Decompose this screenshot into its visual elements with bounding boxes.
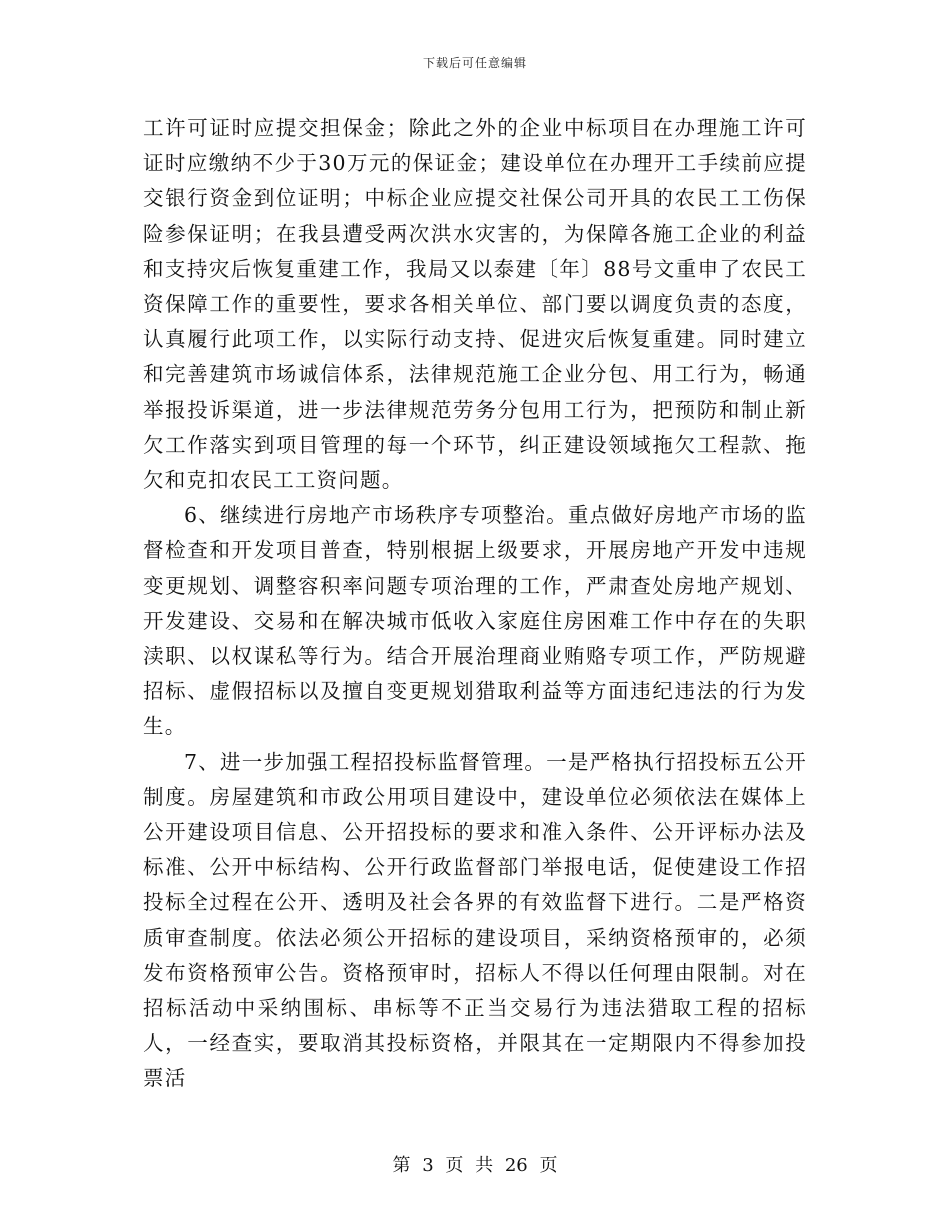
paragraph-item-6: 6、继续进行房地产市场秩序专项整治。重点做好房地产市场的监督检查和开发项目普查，特别根据上级要求，开展房地产开发中违规变更规划、调整容积率问题专项治理的工作，严肃查处房地产规划、开发建设、交易和在解决城市低收入家庭住房困难工作中存在的失职渎职、以权谋私等行为。结合开展治理商业贿赂专项工作，严防规避招标、虚假招标以及擅自变更规划猎取利益等方面违纪违法的行为发生。: [143, 503, 807, 739]
document-body: [143, 111, 807, 1097]
page-header-note: 下载后可任意编辑: [422, 56, 527, 70]
paragraph-continuation: 工许可证时应提交担保金；除此之外的企业中标项目在办理施工许可证时应缴纳不少于30万元的保证金；建设单位在办理开工手续前应提交银行资金到位证明；中标企业应提交社保公司开具的农民工工伤保险参保证明；在我县遭受两次洪水灾害的，为保障各施工企业的利益和支持灾后恢复重建工作，我局又以泰建〔年〕88号文重申了农民工资保障工作的重要性，要求各相关单位、部门要以调度负责的态度，认真履行此项工作，以实际行动支持、促进灾后恢复重建。同时建立和完善建筑市场诚信体系，法律规范施工企业分包、用工行为，畅通举报投诉渠道，进一步法律规范劳务分包用工行为，把预防和制止新欠工作落实到项目管理的每一个环节，纠正建设领域拖欠工程款、拖欠和克扣农民工工资问题。: [143, 116, 807, 493]
paragraph-item-7: 7、进一步加强工程招投标监督管理。一是严格执行招投标五公开制度。房屋建筑和市政公用项目建设中，建设单位必须依法在媒体上公开建设项目信息、公开招投标的要求和准入条件、公开评标办法及标准、公开中标结构、公开行政监督部门举报电话，促使建设工作招投标全过程在公开、透明及社会各界的有效监督下进行。二是严格资质审查制度。依法必须公开招标的建设项目，采纳资格预审的，必须发布资格预审公告。资格预审时，招标人不得以任何理由限制。对在招标活动中采纳围标、串标等不正当交易行为违法猎取工程的招标人，一经查实，要取消其投标资格，并限其在一定期限内不得参加投票活: [143, 749, 807, 1091]
page-number: 第 3 页 共 26 页: [392, 1155, 558, 1176]
